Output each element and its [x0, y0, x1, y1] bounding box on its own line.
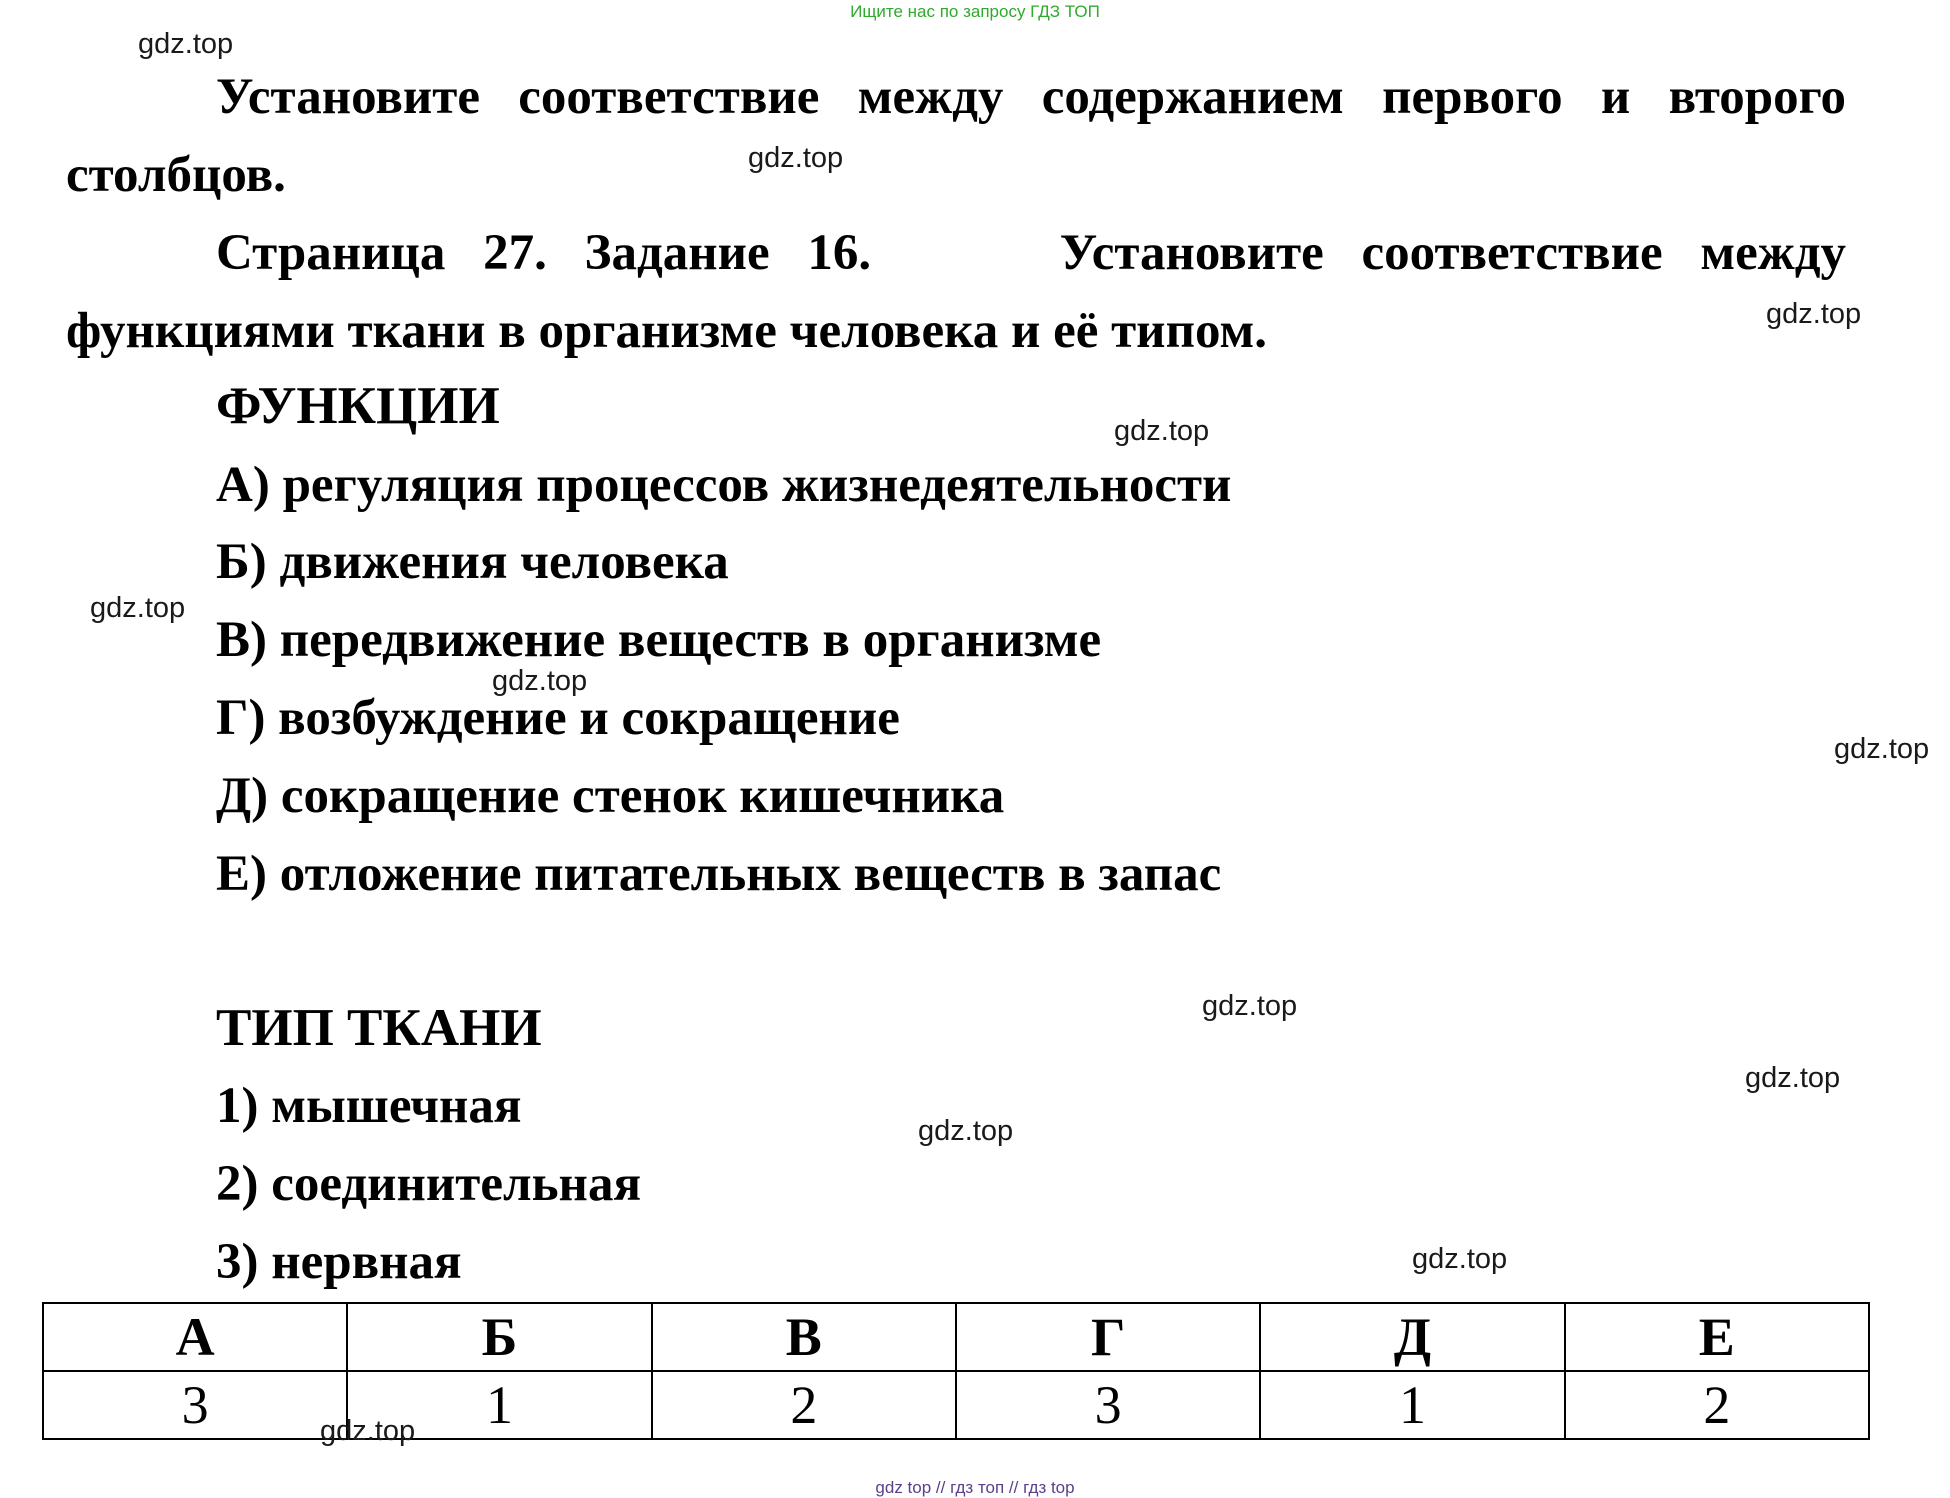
watermark: gdz.top [138, 28, 234, 60]
answer-value-cell: 2 [652, 1371, 956, 1439]
task-paragraph [66, 214, 1846, 370]
answer-letter-cell: Б [347, 1303, 651, 1371]
watermark: gdz.top [90, 592, 186, 624]
answer-value-cell: 1 [1260, 1371, 1564, 1439]
functions-heading: ФУНКЦИИ [216, 377, 500, 435]
answer-letter-cell: В [652, 1303, 956, 1371]
answer-letter-cell: Е [1565, 1303, 1869, 1371]
task-text: Установите соответствие между функциями ткани в организме человека и её типом. [66, 225, 1846, 359]
function-item: Е) отложение питательных веществ в запас [216, 846, 1222, 902]
answer-table-values-row [43, 1371, 1869, 1439]
bottom-banner: gdz top // гдз топ // гдз top [875, 1478, 1075, 1497]
watermark: gdz.top [918, 1115, 1014, 1147]
answer-letter-cell: А [43, 1303, 347, 1371]
function-item: Г) возбуждение и сокращение [216, 690, 900, 746]
watermark: gdz.top [1745, 1062, 1841, 1094]
watermark: gdz.top [1834, 733, 1930, 765]
function-item: Д) сокращение стенок кишечника [216, 768, 1005, 824]
answer-letter-cell: Г [956, 1303, 1260, 1371]
watermark: gdz.top [492, 665, 588, 697]
tissue-types-heading: ТИП ТКАНИ [216, 999, 542, 1057]
answer-table [42, 1302, 1870, 1440]
tissue-type-item: 3) нервная [216, 1234, 462, 1290]
answer-table-header-row [43, 1303, 1869, 1371]
tissue-type-item: 2) соединительная [216, 1156, 642, 1212]
function-item: Б) движения человека [216, 534, 729, 590]
tissue-type-item: 1) мышечная [216, 1078, 522, 1134]
watermark: gdz.top [748, 142, 844, 174]
watermark: gdz.top [1412, 1243, 1508, 1275]
answer-letter-cell: Д [1260, 1303, 1564, 1371]
watermark: gdz.top [1766, 298, 1862, 330]
function-item: В) передвижение веществ в организме [216, 612, 1102, 668]
watermark: gdz.top [1202, 990, 1298, 1022]
answer-value-cell: 3 [956, 1371, 1260, 1439]
watermark: gdz.top [1114, 415, 1210, 447]
watermark: gdz.top [320, 1415, 416, 1447]
top-banner: Ищите нас по запросу ГДЗ ТОП [850, 2, 1100, 21]
answer-value-cell: 3 [43, 1371, 347, 1439]
intro-text: Установите соответствие между содержанием первого и второго столбцов. [66, 69, 1846, 203]
answer-value-cell: 2 [1565, 1371, 1869, 1439]
function-item: А) регуляция процессов жизнедеятельности [216, 457, 1232, 513]
task-reference: Страница 27. Задание 16. [216, 225, 872, 281]
answer-value-cell: 1 [347, 1371, 651, 1439]
